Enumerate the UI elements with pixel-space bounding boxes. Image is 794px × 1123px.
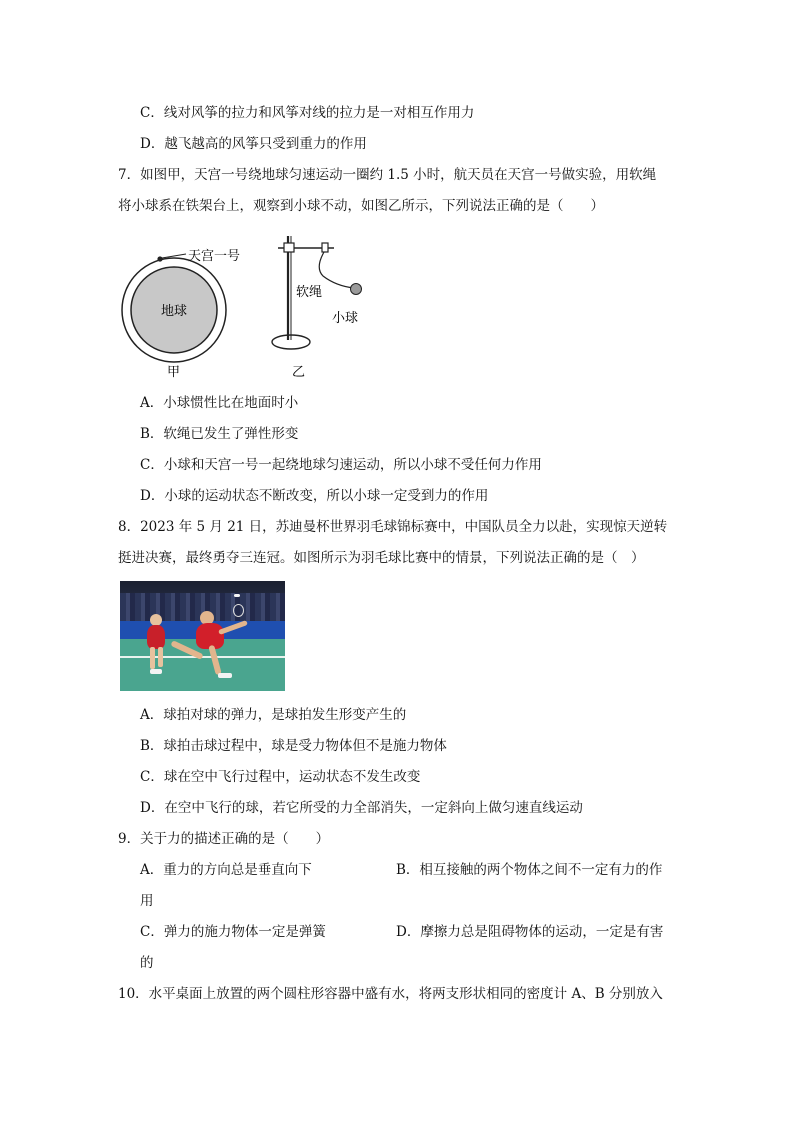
tiangong-dot <box>157 256 162 261</box>
q8-option-b: B．球拍击球过程中，球是受力物体但不是施力物体 <box>140 738 447 754</box>
label-earth: 地球 <box>161 304 188 319</box>
q10-stem-line1: 10．水平桌面上放置的两个圆柱形容器中盛有水，将两支形状相同的密度计 A、B 分别放入 <box>118 986 663 1002</box>
clamp-left <box>284 243 294 252</box>
soft-rope <box>319 252 354 288</box>
q9-option-d-line2: 的 <box>140 955 154 971</box>
q7-stem-line1: 7．如图甲，天宫一号绕地球匀速运动一圈约 1.5 小时，航天员在天宫一号做实验，用软绳 <box>118 167 657 183</box>
q8-option-d: D．在空中飞行的球，若它所受的力全部消失，一定斜向上做匀速直线运动 <box>140 800 583 816</box>
label-jia: 甲 <box>167 365 181 380</box>
q8-stem-line2: 挺进决赛，最终勇夺三连冠。如图所示为羽毛球比赛中的情景，下列说法正确的是（ ） <box>118 550 645 566</box>
q7-figure <box>110 228 380 388</box>
q7-option-a: A．小球惯性比在地面时小 <box>140 395 299 411</box>
q8-option-a: A．球拍对球的弹力，是球拍发生形变产生的 <box>140 707 407 723</box>
q7-option-d: D．小球的运动状态不断改变，所以小球一定受到力的作用 <box>140 488 489 504</box>
q9-stem: 9．关于力的描述正确的是（ ） <box>118 831 330 847</box>
label-tiangong: 天宫一号 <box>188 249 241 264</box>
q7-option-b: B．软绳已发生了弹性形变 <box>140 426 299 442</box>
q9-option-b-line2: 用 <box>140 893 154 909</box>
label-yi: 乙 <box>292 365 306 380</box>
q9-option-d-line1: D．摩擦力总是阻碍物体的运动，一定是有害 <box>396 924 664 940</box>
q8-stem-line1: 8．2023 年 5 月 21 日，苏迪曼杯世界羽毛球锦标赛中，中国队员全力以赴，实现惊天逆转 <box>118 519 668 535</box>
clamp-right <box>322 243 328 252</box>
q8-option-c: C．球在空中飞行过程中，运动状态不发生改变 <box>140 769 421 785</box>
q9-option-b-line1: B．相互接触的两个物体之间不一定有力的作 <box>396 862 663 878</box>
q9-option-c: C．弹力的施力物体一定是弹簧 <box>140 924 326 940</box>
q6-option-d: D．越飞越高的风筝只受到重力的作用 <box>140 136 367 152</box>
small-ball <box>351 284 362 295</box>
label-rope: 软绳 <box>296 285 323 300</box>
q6-option-c: C．线对风筝的拉力和风筝对线的拉力是一对相互作用力 <box>140 105 475 121</box>
badminton-photo <box>120 581 285 691</box>
label-ball: 小球 <box>332 311 359 326</box>
q9-option-a: A．重力的方向总是垂直向下 <box>140 862 312 878</box>
q7-stem-line2: 将小球系在铁架台上，观察到小球不动，如图乙所示，下列说法正确的是（ ） <box>118 198 604 214</box>
q7-option-c: C．小球和天宫一号一起绕地球匀速运动，所以小球不受任何力作用 <box>140 457 542 473</box>
